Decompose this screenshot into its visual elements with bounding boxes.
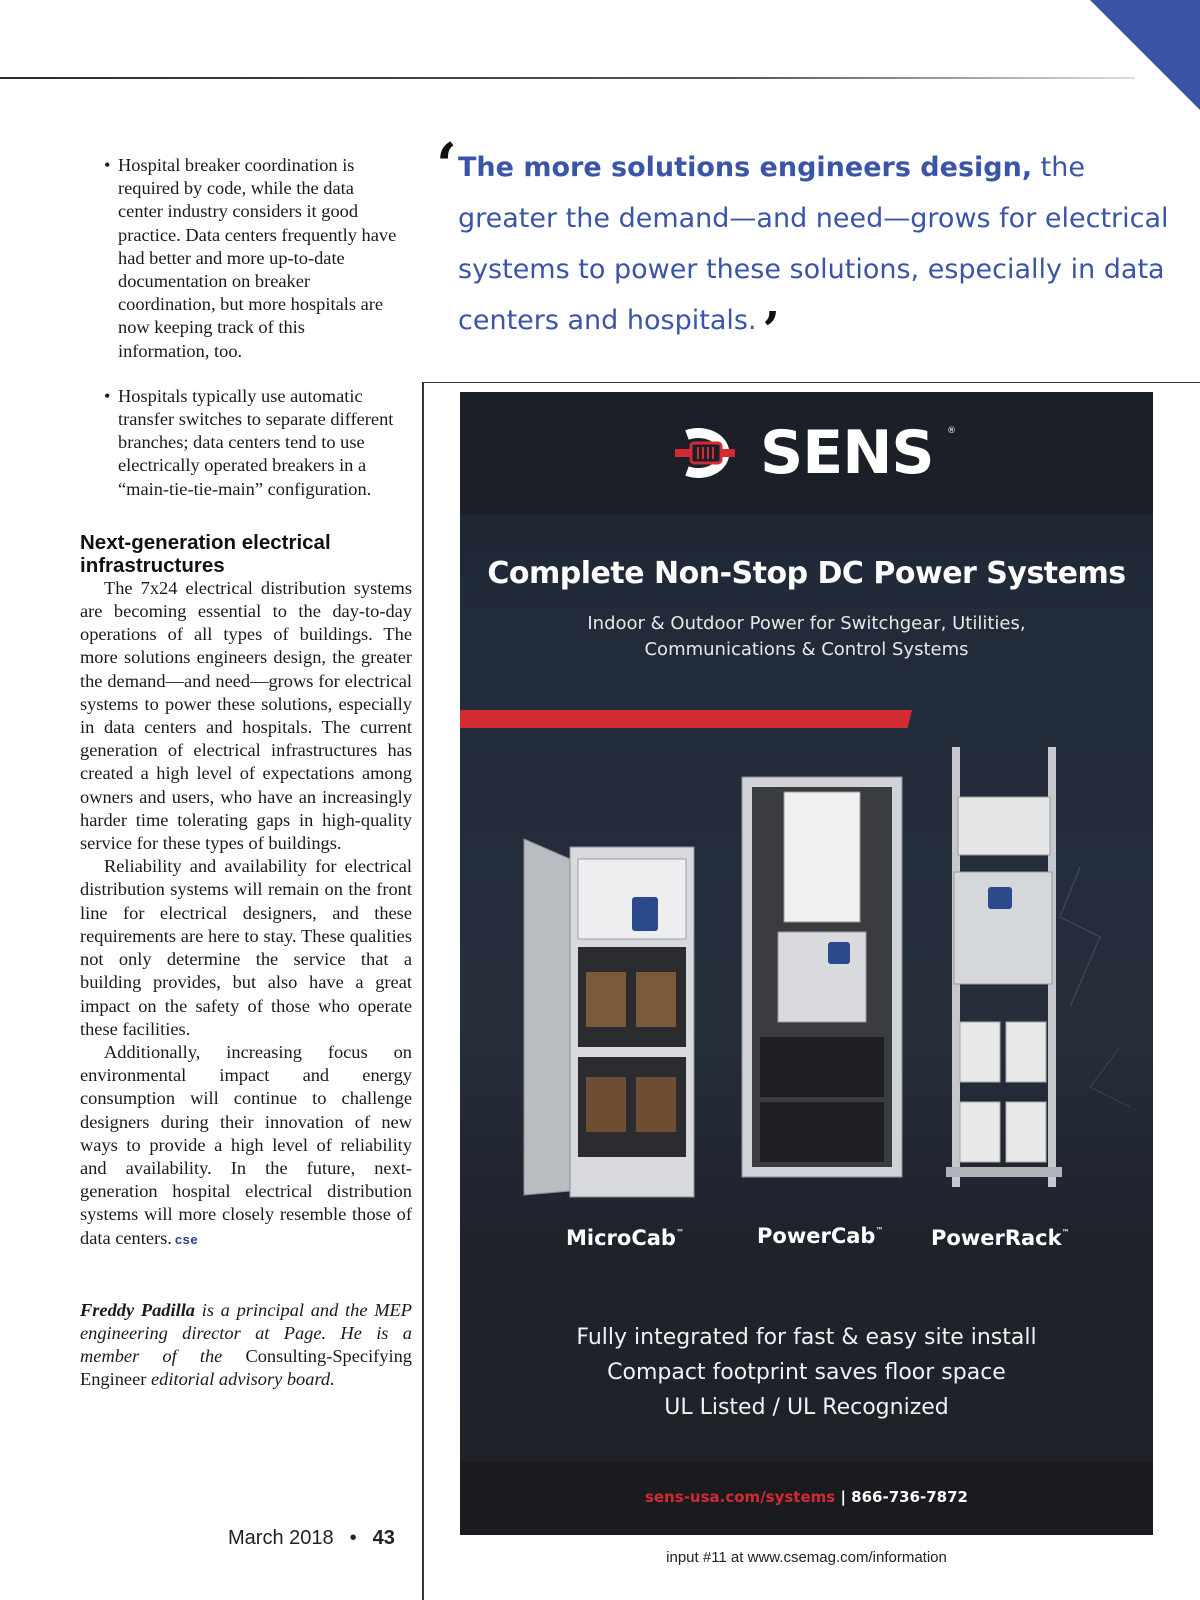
ad-contact-band [460, 1462, 1153, 1535]
red-accent-bar [460, 710, 912, 728]
close-quote-mark: ’ [762, 300, 780, 359]
sens-logo [665, 418, 965, 488]
product-label-microcab: MicroCab™ [566, 1226, 684, 1250]
product-label-powerrack: PowerRack™ [931, 1226, 1070, 1250]
corner-accent [1090, 0, 1200, 110]
ad-contact [460, 1488, 1153, 1506]
page-number: 43 [372, 1527, 395, 1549]
author-bio: Freddy Padilla is a principal and the MEP engineering director at Page. He is a member of the Consulting-Specifying Engineer editorial advisory board. [80, 1299, 412, 1390]
bullet-dot: • [104, 385, 111, 406]
ad-features [460, 1320, 1153, 1425]
article-body [80, 577, 412, 1251]
author-name: Freddy Padilla [80, 1299, 195, 1320]
bullet-list [80, 154, 412, 501]
publication-name: Consulting-Specifying Engineer [80, 1346, 412, 1390]
article-column [80, 154, 412, 1392]
brand-name: SENS [760, 418, 934, 488]
issue-date: March 2018 [228, 1527, 334, 1549]
ad-headline: Complete Non-Stop DC Power Systems [487, 556, 1126, 591]
list-item: • Hospital breaker coordination is required by code, while the data center industry considers it good practice. Data centers frequently have had better and more up-to-date documentation on breaker coordination, but more hospitals are now keeping track of this information, too. [104, 155, 397, 361]
sens-url-link[interactable]: sens-usa.com/systems [645, 1488, 836, 1506]
contact-divider: | [840, 1488, 846, 1506]
list-item: • Hospitals typically use automatic transfer switches to separate different branches; data centers tend to use electrically operated breakers in a “main-tie-tie-main” configuration. [104, 385, 394, 499]
ad-logo-band [460, 392, 1153, 514]
end-mark: cse [174, 1231, 199, 1247]
ad-frame-left [422, 382, 424, 1600]
footer-separator: • [349, 1527, 357, 1549]
pull-quote [436, 131, 1176, 359]
product-label-powercab: PowerCab™ [757, 1224, 884, 1248]
ad-frame-top [422, 382, 1200, 383]
ad-subhead: Indoor & Outdoor Power for Switchgear, Utilities, Communications & Control Systems [587, 613, 1026, 660]
sens-advertisement[interactable] [460, 392, 1153, 1535]
powercab-cabinet [742, 777, 902, 1177]
feature-line: Fully integrated for fast & easy site install [576, 1325, 1037, 1350]
sens-logo-icon [665, 418, 755, 488]
powerrack-cabinet [946, 747, 1062, 1187]
pull-quote-lead: The more solutions engineers design, [458, 152, 1033, 183]
reader-input-line: input #11 at www.csemag.com/information [666, 1549, 947, 1566]
header-rule [0, 77, 1135, 79]
pull-quote-text: the greater the demand—and need—grows for electrical systems to power these solutions, especially in data centers and hospitals. [458, 152, 1169, 336]
feature-line: Compact footprint saves floor space [607, 1360, 1006, 1385]
body-paragraph: The 7x24 electrical distribution systems are becoming essential to the day-to-day operations of all types of buildings. The more solutions engineers design, the greater the demand—and need—grows for electrical systems to power these solutions, especially in data centers and hospitals. The current generation of electrical infrastructures has created a high level of expectations among owners and users, who have an increasingly harder time tolerating gaps in high-quality service for these types of buildings. [80, 577, 412, 854]
body-paragraph: Reliability and availability for electrical distribution systems will remain on the front line for electrical designers, and these requirements are here to stay. These qualities not only determine the service that a building provides, but also have a great impact on the safety of those who operate these facilities. [80, 856, 412, 1039]
registered-mark: ® [947, 426, 956, 436]
bullet-dot: • [104, 155, 111, 175]
microcab-cabinet [524, 839, 694, 1197]
phone-number: 866-736-7872 [851, 1488, 968, 1506]
open-quote-mark: ‘ [436, 131, 457, 201]
page-footer [228, 1527, 395, 1550]
section-subhead: Next-generation electrical infrastructures [80, 530, 331, 577]
feature-line: UL Listed / UL Recognized [664, 1395, 949, 1420]
body-paragraph: Additionally, increasing focus on environmental impact and energy consumption will continue to challenge designers during their innovation of new ways to provide a high level of reliability and availability. In the future, next-generation hospital electrical distribution systems will more closely resemble those of data centers. cse [80, 1041, 412, 1248]
